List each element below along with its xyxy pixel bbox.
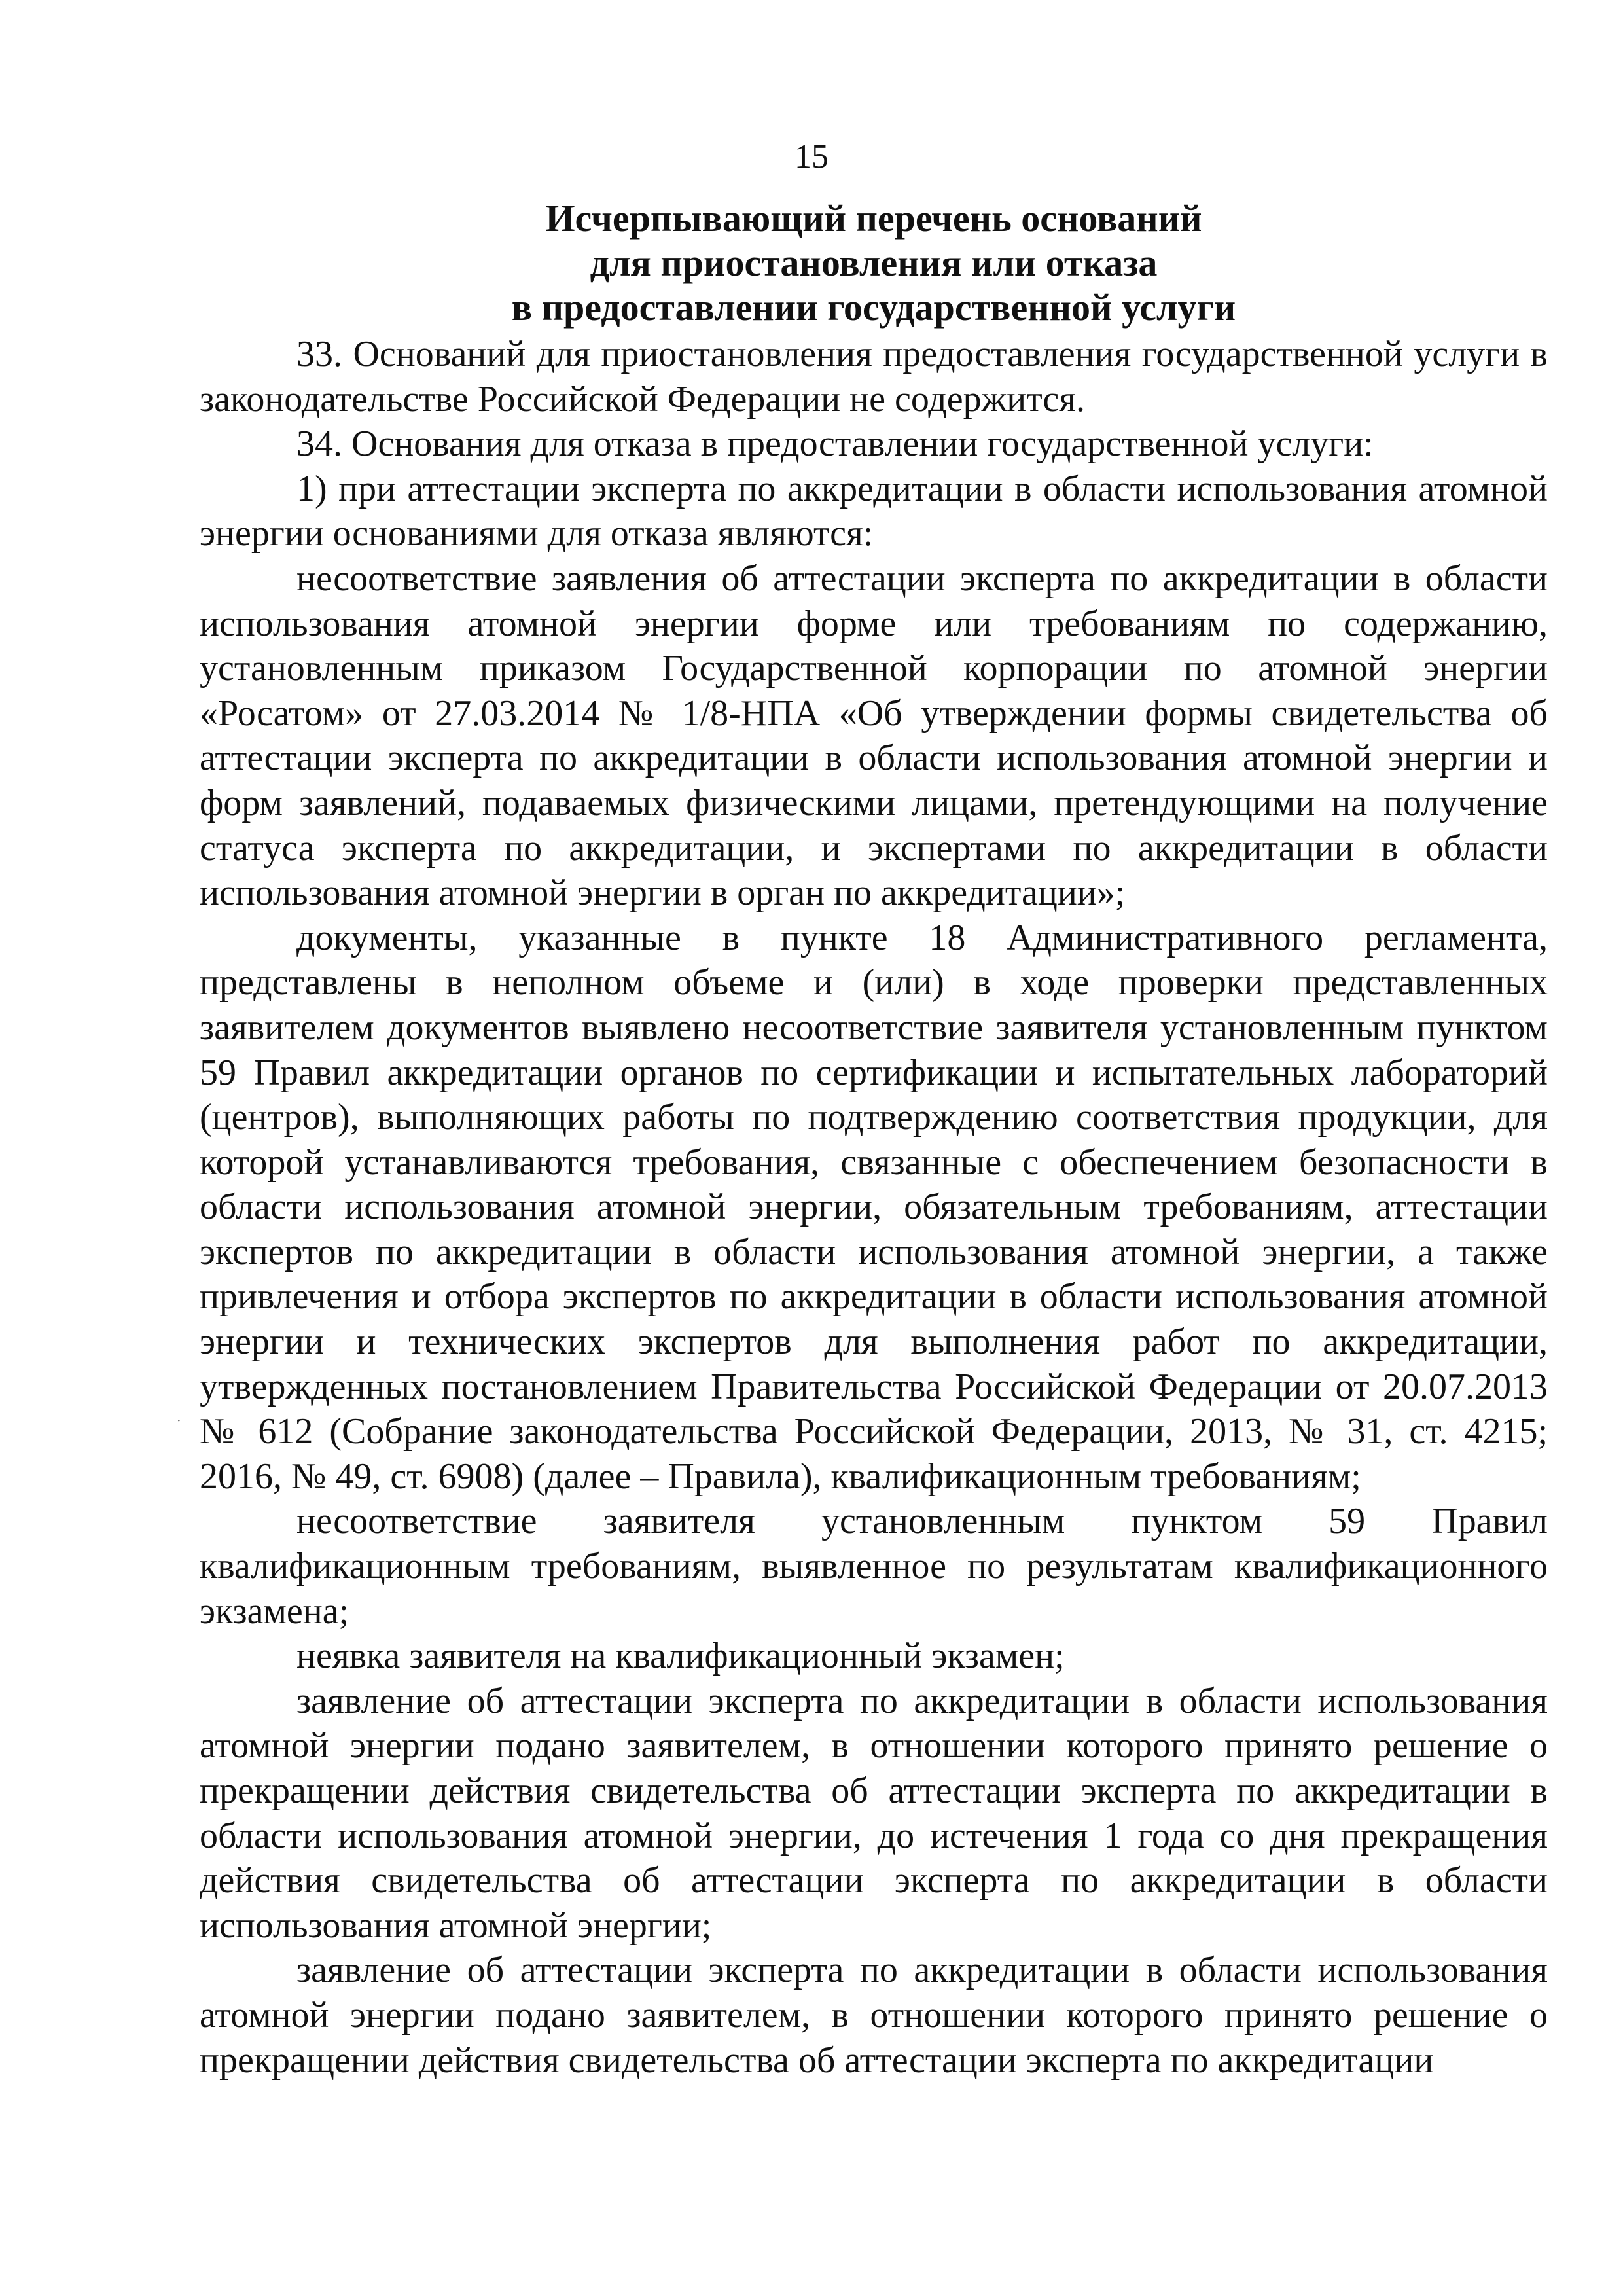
paragraph-33: 33. Оснований для приостановления предоставления государственной услуги в законодательстве Российской Федерации не содержится. bbox=[200, 334, 1548, 420]
heading-line-2: для приостановления или отказа bbox=[590, 242, 1158, 284]
paragraph-no-show: неявка заявителя на квалификационный экзамен; bbox=[296, 1636, 1065, 1677]
page-number: 15 bbox=[794, 138, 829, 175]
paragraph-nonconformity-form: несоответствие заявления об аттестации эксперта по аккредитации в области использования атомной энергии форме или требованиям по содержанию, установленным приказом Государственной корпорации по атомной энергии «Росатом» от 27.03.2014 № 1/8-НПА «Об утверждении формы свидетельства об аттестации эксперта по аккредитации в области использования атомной энергии и форм заявлений, подаваемых физическими лицами, претендующими на получение статуса эксперта по аккредитации, и экспертами по аккредитации в области использования атомной энергии в орган по аккредитации»; bbox=[200, 558, 1548, 914]
paragraph-nonconformity-exam: несоответствие заявителя установленным пунктом 59 Правил квалификационным требованиям, выявленное по результатам квалификационного экзамена; bbox=[200, 1501, 1548, 1632]
heading-line-3: в предоставлении государственной услуги bbox=[511, 286, 1236, 329]
heading-line-1: Исчерпывающий перечень оснований bbox=[545, 197, 1202, 240]
paragraph-34: 34. Основания для отказа в предоставлении государственной услуги: bbox=[296, 423, 1374, 465]
paragraph-documents-incomplete: документы, указанные в пункте 18 Административного регламента, представлены в неполном объеме и (или) в ходе проверки представленных заявителем документов выявлено несоответствие заявителя установленным пунктом 59 Правил аккредитации органов по сертификации и испытательных лабораторий (центров), выполняющих работы по подтверждению соответствия продукции, для которой устанавливаются требования, связанные с обеспечением безопасности в области использования атомной энергии, обязательным требованиям, аттестации экспертов по аккредитации в области использования атомной энергии, а также привлечения и отбора экспертов по аккредитации в области использования атомной энергии и технических экспертов для выполнения работ по аккредитации, утвержденных постановлением Правительства Российской Федерации от 20.07.2013 № 612 (Собрание законодательства Российской Федерации, 2013, № 31, ст. 4215; 2016, № 49, ст. 6908) (далее – Правила), квалификационным требованиям; bbox=[200, 917, 1548, 1497]
paragraph-34-item-1: 1) при аттестации эксперта по аккредитации в области использования атомной энергии основаниями для отказа являются: bbox=[200, 468, 1548, 554]
paragraph-one-year-restriction: заявление об аттестации эксперта по аккредитации в области использования атомной энергии подано заявителем, в отношении которого принято решение о прекращении действия свидетельства об аттестации эксперта по аккредитации в области использования атомной энергии, до истечения 1 года со дня прекращения действия свидетельства об аттестации эксперта по аккредитации в области использования атомной энергии; bbox=[200, 1680, 1548, 1946]
paragraph-certificate-terminated: заявление об аттестации эксперта по аккредитации в области использования атомной энергии подано заявителем, в отношении которого принято решение о прекращении действия свидетельства об аттестации эксперта по аккредитации bbox=[200, 1950, 1548, 2081]
scan-artifact-dot: · bbox=[177, 1414, 181, 1428]
body-text bbox=[200, 332, 1548, 2083]
section-heading bbox=[200, 196, 1548, 330]
